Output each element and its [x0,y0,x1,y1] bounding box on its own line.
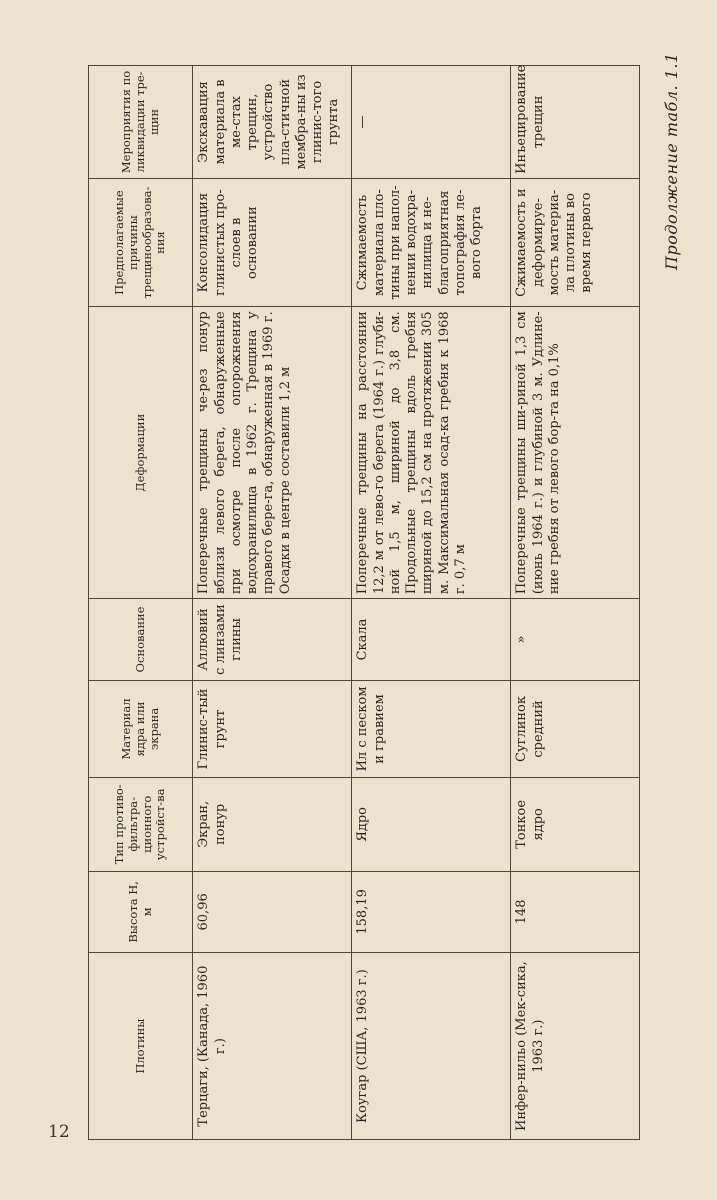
cell-measures: — [352,66,511,179]
cell-deformations: Поперечные трещины на расстоянии 12,2 м от лево-го берега (1964 г.) глуби-ной 1,5 м, шириной до 3,8 см. Продольные трещины вдоль гребня шириной до 15,2 см на протяжении 305 м. Максимальная осад-ка гребня к 1968 г. 0,7 м [352,307,511,599]
cell-deformations: Поперечные трещины ши-риной 1,3 см (июнь 1964 г.) и глубиной 3 м. Удлине-ние гребня от левого бор-та на 0,1% [511,307,640,599]
dam-cracks-table [88,65,640,1140]
cell-height: 60,96 [193,871,352,953]
cell-base: » [511,599,640,681]
cell-dam: Коугар (США, 1963 г.) [352,953,511,1140]
table-row [193,66,352,1140]
cell-type: Экран, понур [193,778,352,871]
cell-base: Скала [352,599,511,681]
cell-measures: Экскавация материала в ме-стах трещин, устройство пла-стичной мембра-ны из глинис-того грунта [193,66,352,179]
cell-height: 148 [511,871,640,953]
table-row [352,66,511,1140]
cell-material: Суглинок средний [511,680,640,777]
cell-measures: Инъецирование трещин [511,66,640,179]
header-dam: Плотины [89,953,193,1140]
cell-height: 158,19 [352,871,511,953]
header-type: Тип противо-фильтра-ционного устройст-ва [89,778,193,871]
table-row [511,66,640,1140]
cell-dam: Инфер-нильо (Мек-сика, 1963 г.) [511,953,640,1140]
header-base: Основание [89,599,193,681]
header-material: Материал ядра или экрана [89,680,193,777]
cell-causes: Сжимаемость и деформируе-мость материа-ла плотины во время первого [511,178,640,306]
table-continuation-label: Продолжение табл. 1.1 [662,52,681,270]
cell-causes: Консолидация глинистых про-слоев в основании [193,178,352,306]
cell-causes: Сжимаемость материала пло-тины при напол-нении водохра-нилища и не-благоприятная топография ле-вого борта [352,178,511,306]
page-number: 12 [48,1122,70,1142]
header-deformations: Деформации [89,307,193,599]
rotated-table-container [88,65,640,1140]
cell-material: Ил с песком и гравием [352,680,511,777]
cell-deformations: Поперечные трещины че-рез понур вблизи левого берега, обнаруженные при осмотре после опорожнения водохранилища в 1962 г. Трещина у правого бере-га, обнаруженная в 1969 г. Осадки в центре составили 1,2 м [193,307,352,599]
cell-type: Ядро [352,778,511,871]
cell-material: Глинис-тый грунт [193,680,352,777]
header-causes: Предполагаемые причины трещинообразова-ния [89,178,193,306]
cell-dam: Терцаги, (Канада, 1960 г.) [193,953,352,1140]
table-header-row [89,66,193,1140]
cell-base: Аллювий с линзами глины [193,599,352,681]
header-height: Высота H, м [89,871,193,953]
cell-type: Тонкое ядро [511,778,640,871]
header-measures: Мероприятия по ликвидации тре-щин [89,66,193,179]
